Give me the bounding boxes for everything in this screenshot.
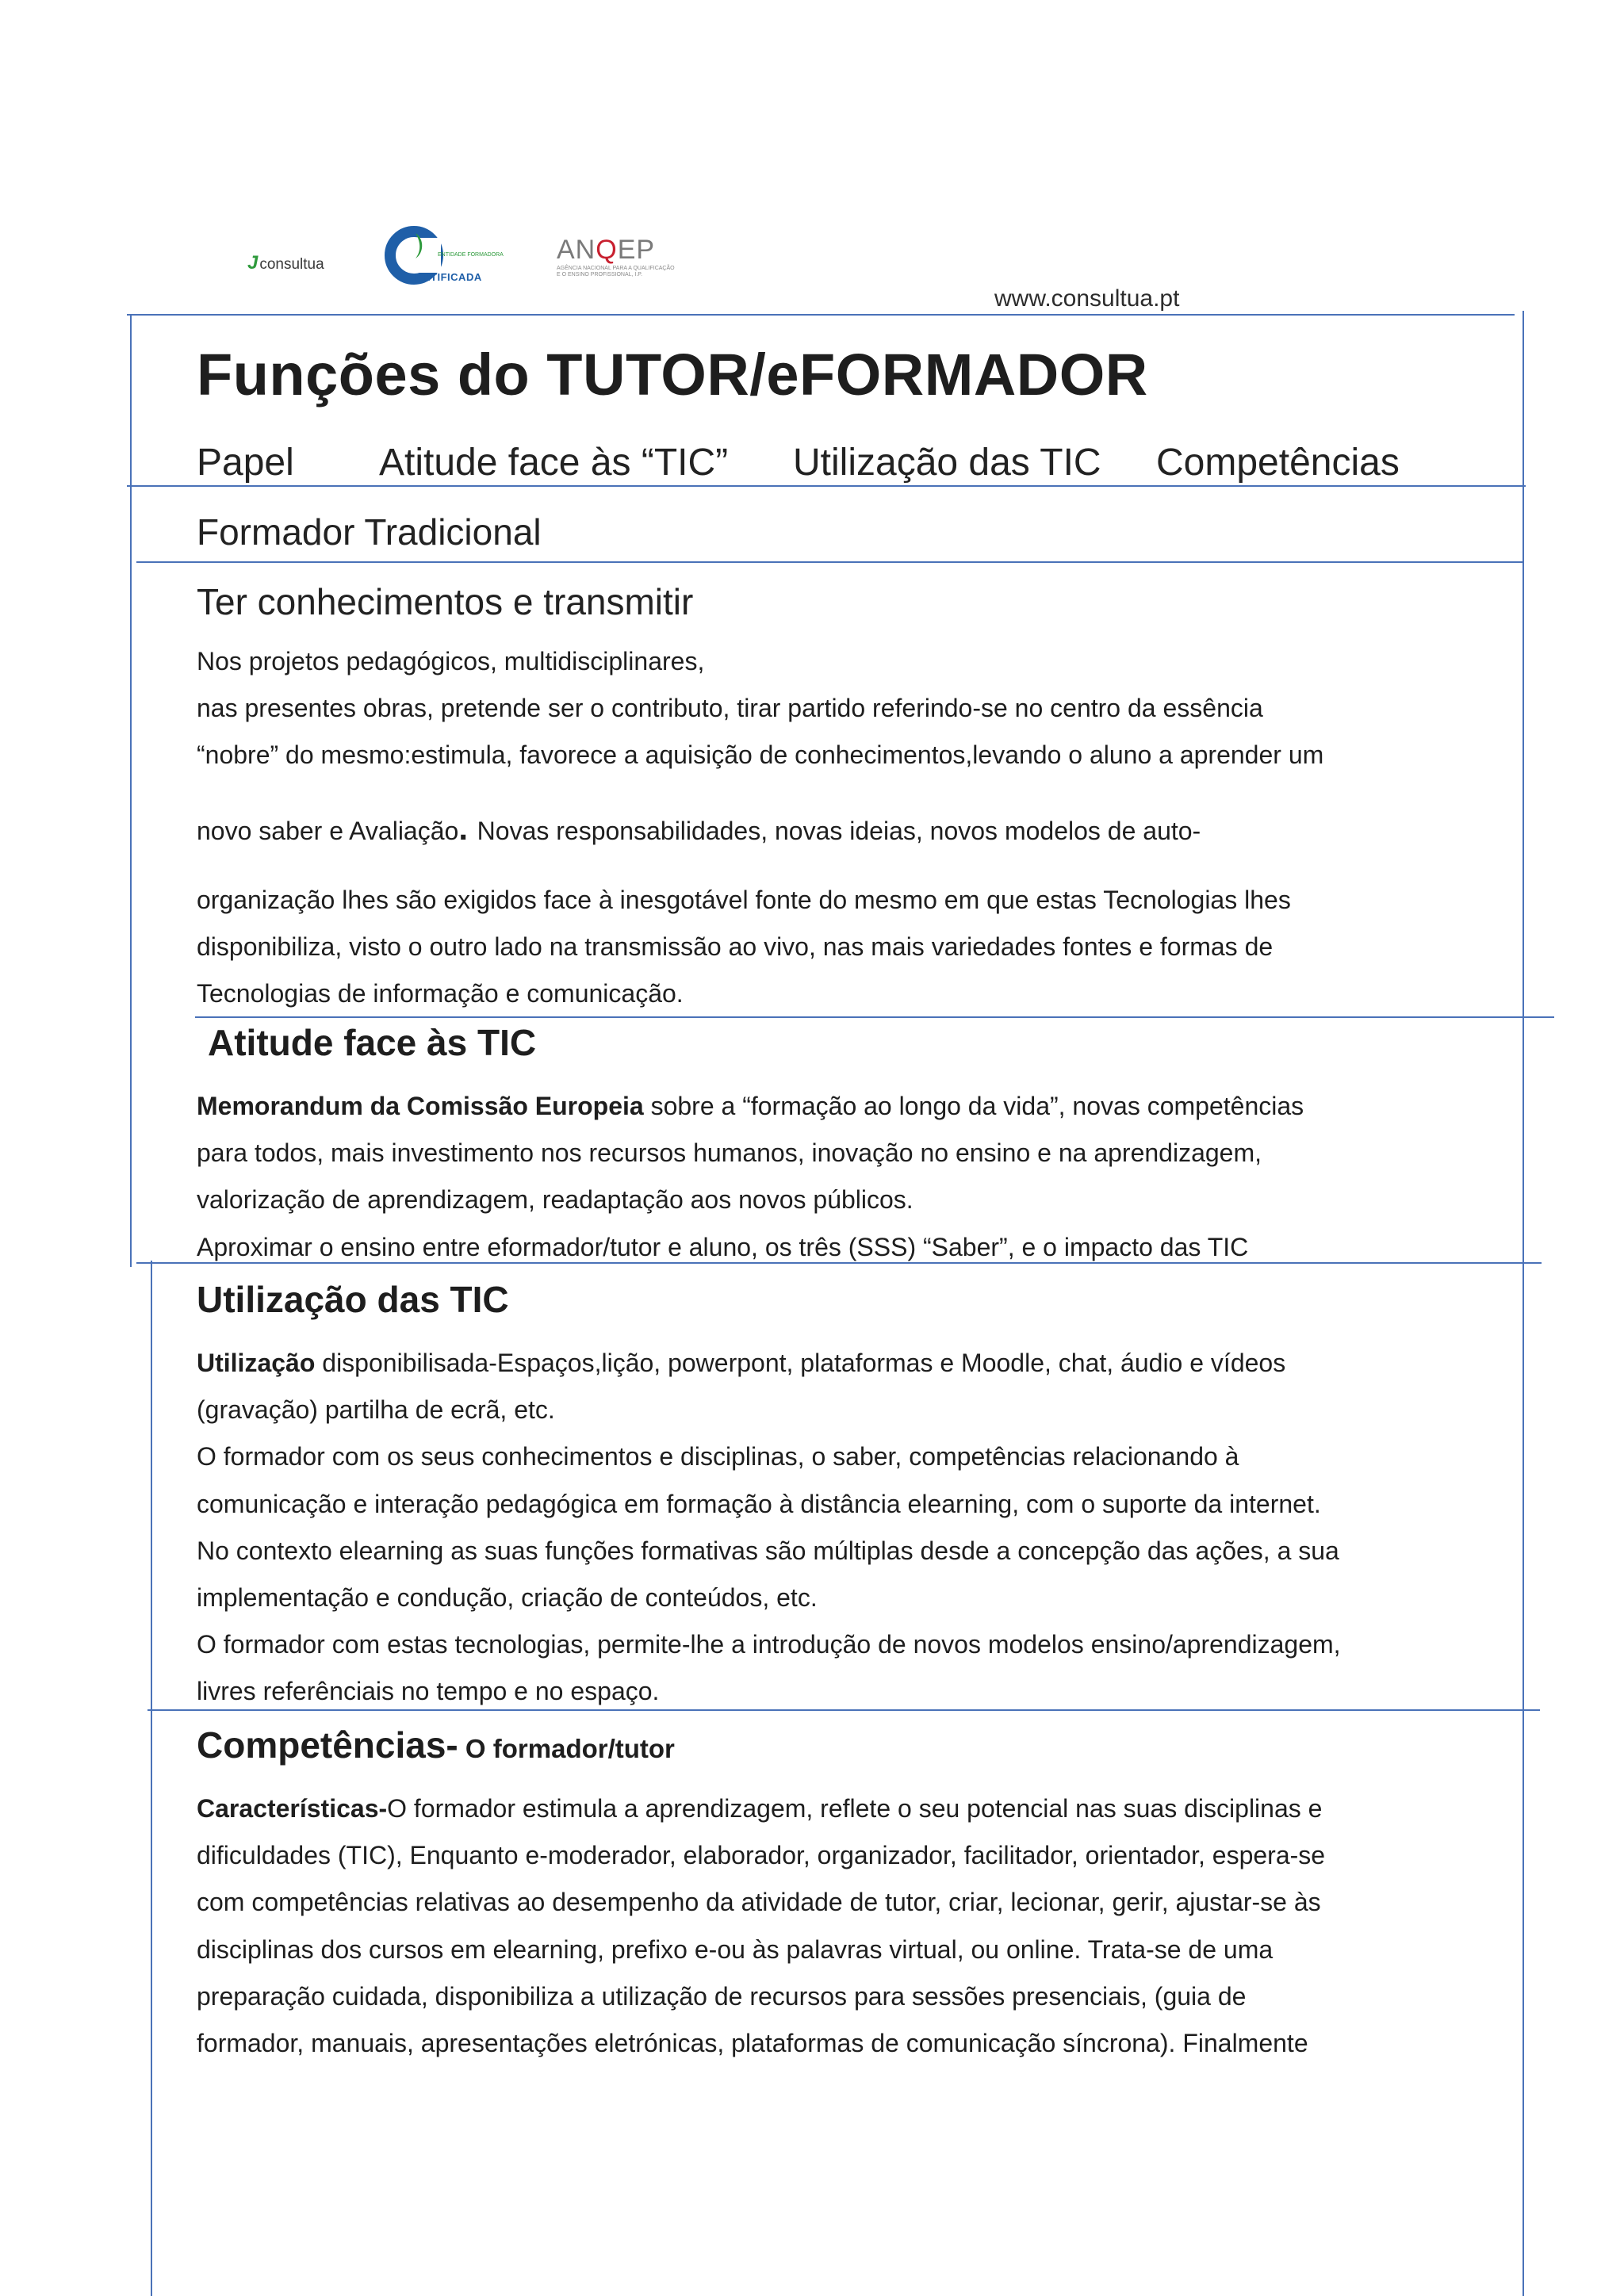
anqep-logo: ANQEP AGÊNCIA NACIONAL PARA A QUALIFICAÇÃO E O ENSINO PROFISSIONAL, I.P.: [557, 235, 675, 277]
role-subtitle: Ter conhecimentos e transmitir: [197, 581, 694, 622]
column-header-atitude: Atitude face às “TIC”: [379, 442, 729, 484]
intro-paragraph: Nos projetos pedagógicos, multidisciplinares, nas presentes obras, pretende ser o contributo, tirar partido referindo-se no centro da essência “nobre” do mesmo:estimula, favorece a aquisição de conhecimentos,levando o aluno a aprender um novo saber e Avaliação. Novas responsabilidades, novas ideias, novos modelos de auto- organização lhes são exigidos face à inesgotável fonte do mesmo em que estas Tecnologias lhes disponibiliza, visto o outro lado na transmissão ao vivo, nas mais variedades fontes e formas de Tecnologias de informação e comunicação.: [197, 647, 1324, 1008]
frame-left-line-lower: [151, 1261, 152, 2296]
rule-under-columns: [127, 485, 1526, 487]
rule-under-role: [136, 561, 1524, 563]
frame-left-line: [130, 316, 132, 1267]
consultua-mark-icon: J: [247, 252, 259, 274]
consultua-logo: J consultua: [247, 252, 324, 274]
competencias-paragraph: Características-O formador estimula a aprendizagem, reflete o seu potencial nas suas disciplinas e dificuldades (TIC), Enquanto e-moderador, elaborador, organizador, facilitador, orientador, espera-se com competências relativas ao desempenho da atividade de tutor, criar, lecionar, gerir, ajustar-se às disciplinas dos cursos em elearning, prefixo e-ou às palavras virtual, ou online. Trata-se de uma preparação cuidada, disponibiliza a utilização de recursos para sessões presenciais, (guia de formador, manuais, apresentações eletrónicas, plataformas de comunicação síncrona). Finalmente: [197, 1794, 1326, 2058]
column-header-papel: Papel: [197, 442, 294, 484]
section-heading-competencias: Competências- O formador/tutor: [197, 1724, 675, 1766]
utilizacao-paragraph: Utilização disponibilisada-Espaços,lição, powerpont, plataformas e Moodle, chat, áudio e vídeos (gravação) partilha de ecrã, etc. O formador com os seus conhecimentos e disciplinas, o saber, competências relacionando à comunicação e interação pedagógica em formação à distância elearning, com o suporte da internet. No contexto elearning as suas funções formativas são múltiplas desde a concepção das ações, a sua implementação e condução, criação de conteúdos, etc. O formador com estas tecnologias, permite-lhe a introdução de novos modelos ensino/aprendizagem, livres referênciais no tempo e no espaço.: [197, 1349, 1341, 1706]
section-heading-utilizacao: Utilização das TIC: [197, 1279, 509, 1320]
role-label: Formador Tradicional: [197, 511, 542, 553]
frame-right-line: [1522, 311, 1524, 2296]
section-heading-atitude: Atitude face às TIC: [208, 1022, 537, 1063]
page-title: Funções do TUTOR/eFORMADOR: [197, 342, 1148, 408]
atitude-paragraph: Memorandum da Comissão Europeia sobre a “formação ao longo da vida”, novas competências para todos, mais investimento nos recursos humanos, inovação no ensino e na aprendizagem, valorização de aprendizagem, readaptação aos novos públicos. Aproximar o ensino entre eformador/tutor e aluno, os três (SSS) “Saber”, e o impacto das TIC: [197, 1092, 1304, 1261]
column-header-competencias: Competências: [1156, 442, 1400, 484]
rule-top: [127, 314, 1515, 316]
website-link[interactable]: www.consultua.pt: [994, 285, 1180, 312]
column-header-utilizacao: Utilização das TIC: [793, 442, 1101, 484]
certified-entity-logo: ENTIDADE FORMADORA ERTIFICADA: [384, 222, 542, 290]
